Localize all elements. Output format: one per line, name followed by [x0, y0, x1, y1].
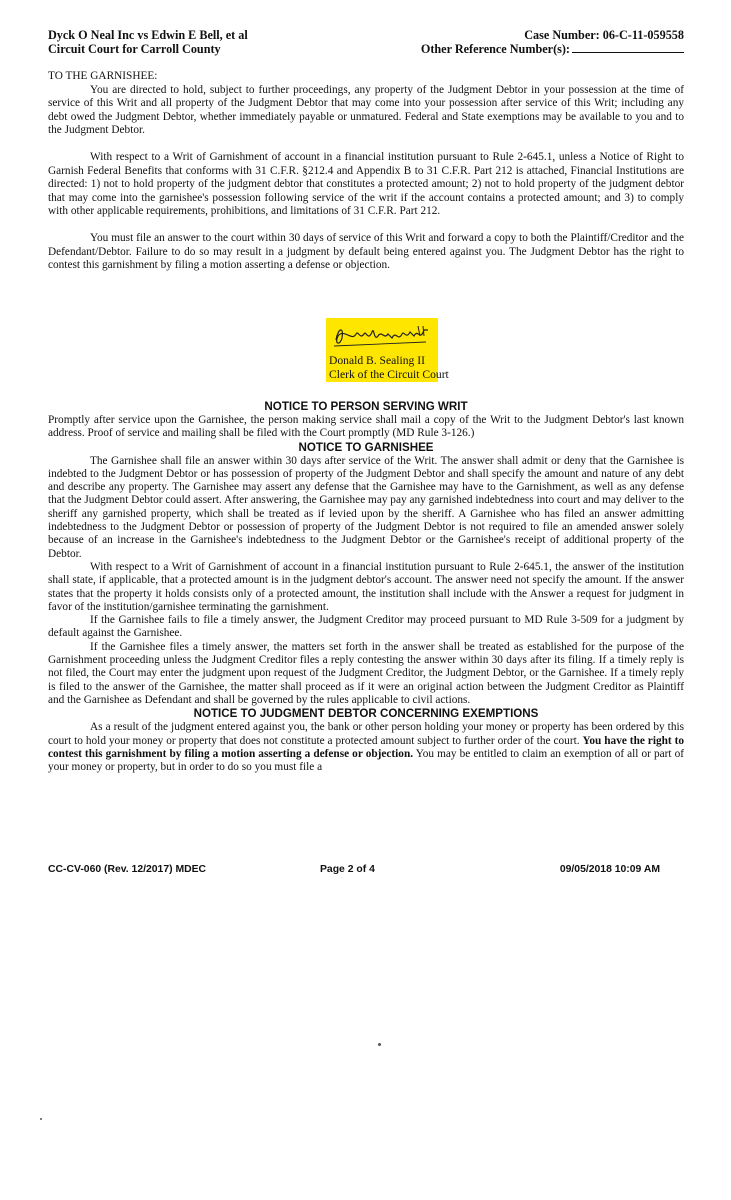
notice-exemptions-text: [48, 721, 684, 774]
scan-speck: [40, 1118, 42, 1120]
clerk-title: Clerk of the Circuit Court: [329, 368, 449, 381]
salutation: TO THE GARNISHEE:: [48, 70, 158, 82]
other-reference-label: Other Reference Number(s):: [420, 42, 570, 56]
exemptions-text-bold: You have the right to contest this garnishment by filing a motion asserting a defense or objection.: [48, 734, 685, 760]
case-header-right: [421, 28, 684, 56]
writ-body: [48, 70, 684, 273]
other-reference-blank: [572, 42, 684, 53]
notice-garnishee-paragraph-1: The Garnishee shall file an answer within 30 days after service of the Writ. The answer shall admit or deny that the Garnishee is indebted to the Judgment Debtor or has possession of property of the Judgment Debtor and shall specify the amount and nature of any debt and describe any property. The Garnishee may assert any defense that the Garnishee may have to the Garnishment, as well as any defense that the Judgment Debtor could assert. After answering, the Garnishee may pay any garnished indebtedness into court and may deliver to the sheriff any garnished property, which shall be treated as if levied upon by the sheriff. A Garnishee who has filed an answer admitting indebtedness to the Judgment Debtor or possession of property of the Judgment Debtor is not required to file an amended answer solely because of an increase in the Garnishee's indebtedness to the Judgment Debtor or the Garnishee's receipt of additional property of the Debtor.: [48, 454, 684, 560]
footer-timestamp: 09/05/2018 10:09 AM: [559, 864, 660, 875]
other-reference: [421, 42, 684, 56]
notice-serving-text: Promptly after service upon the Garnishee, the person making service shall mail a copy of the Writ to the Judgment Debtor's last known address. Proof of service and mailing shall be filed with the Court promptly (MD Rule 3-126.): [48, 414, 684, 440]
clerk-name: Donald B. Sealing II: [329, 354, 425, 367]
notice-garnishee-paragraph-2: With respect to a Writ of Garnishment of account in a financial institution pursuant to Rule 2-645.1, the answer of the institution shall state, if applicable, that a protected amount is in the judgment debtor's account. The answer need not specify the amount. If the answer states that the property it holds consists only of a protected amount, the institution shall include with the Answer a request for judgment in favor of the institution/garnishee terminating the garnishment.: [48, 560, 684, 613]
notices-section: [48, 400, 684, 774]
notice-garnishee-heading: NOTICE TO GARNISHEE: [298, 440, 434, 454]
notice-garnishee-paragraph-4: If the Garnishee files a timely answer, the matters set forth in the answer shall be treated as established for the purpose of the Garnishment proceeding unless the Judgment Creditor files a reply contesting the answer within 30 days after its filing. If a timely reply is not filed, the Court may enter the judgment upon request of the Judgment Creditor, the Judgment Debtor, or the Garnishee. If a timely reply is filed to the answer of the Garnishee, the matter shall proceed as if it were an original action between the Judgment Creditor as Plaintiff and the Garnishee as Defendant and shall be governed by the rules applicable to civil actions.: [48, 640, 684, 706]
court-name: Circuit Court for Carroll County: [48, 42, 221, 56]
exemptions-text-a: As a result of the judgment entered against you, the bank or other person holding your money or property has been ordered by this court to hold your money or property that does not constitute a protected amount subject to further order of the court.: [48, 721, 684, 747]
case-caption: Dyck O Neal Inc vs Edwin E Bell, et al: [48, 28, 248, 42]
notice-garnishee-paragraph-3: If the Garnishee fails to file a timely answer, the Judgment Creditor may proceed pursuant to MD Rule 3-509 for a judgment by default against the Garnishee.: [48, 614, 684, 640]
scan-speck: [378, 1043, 381, 1046]
clerk-signature-block: [326, 318, 449, 382]
notice-serving-heading: NOTICE TO PERSON SERVING WRIT: [264, 400, 468, 413]
footer-form-id: CC-CV-060 (Rev. 12/2017) MDEC: [48, 864, 207, 875]
notice-exemptions-heading: NOTICE TO JUDGMENT DEBTOR CONCERNING EXEMPTIONS: [193, 707, 539, 721]
writ-paragraph-3: You must file an answer to the court within 30 days of service of this Writ and forward a copy to both the Plaintiff/Creditor and the Defendant/Debtor. Failure to do so may result in a judgment by default being entered against you. The Judgment Debtor has the right to contest this garnishment by filing a motion asserting a defense or objection.: [48, 231, 684, 272]
case-number: Case Number: 06-C-11-059558: [524, 28, 684, 42]
case-header-left: [48, 28, 248, 56]
handwritten-signature-icon: [326, 318, 438, 354]
writ-paragraph-2: With respect to a Writ of Garnishment of account in a financial institution pursuant to Rule 2-645.1, unless a Notice of Right to Garnish Federal Benefits that conforms with 31 C.F.R. §212.4 and Appendix B to 31 C.F.R. Part 212 is attached, Financial Institutions are directed: 1) not to hold property of the judgment debtor that constitutes a protected amount; 2) not to hold property of the judgment debtor that may come into the garnishee's possession following service of the writ if the account contains a protected amount; and 3) to comply with other applicable requirements, prohibitions, and limitations of 31 C.F.R. Part 212.: [48, 150, 684, 218]
writ-paragraph-1: You are directed to hold, subject to further proceedings, any property of the Judgment Debtor in your possession at the time of service of this Writ and all property of the Judgment Debtor that may come into your possession after service of this Writ; including any debt owed the Judgment Debtor, whether immediately payable or unmatured. Federal and State exemptions may be available to you and to the Judgment Debtor.: [48, 83, 684, 137]
footer-page-number: Page 2 of 4: [320, 864, 375, 875]
exemptions-text-b: You may be entitled to claim an exemption of all or part of your money or property, but in order to do so you must file a: [48, 747, 684, 774]
